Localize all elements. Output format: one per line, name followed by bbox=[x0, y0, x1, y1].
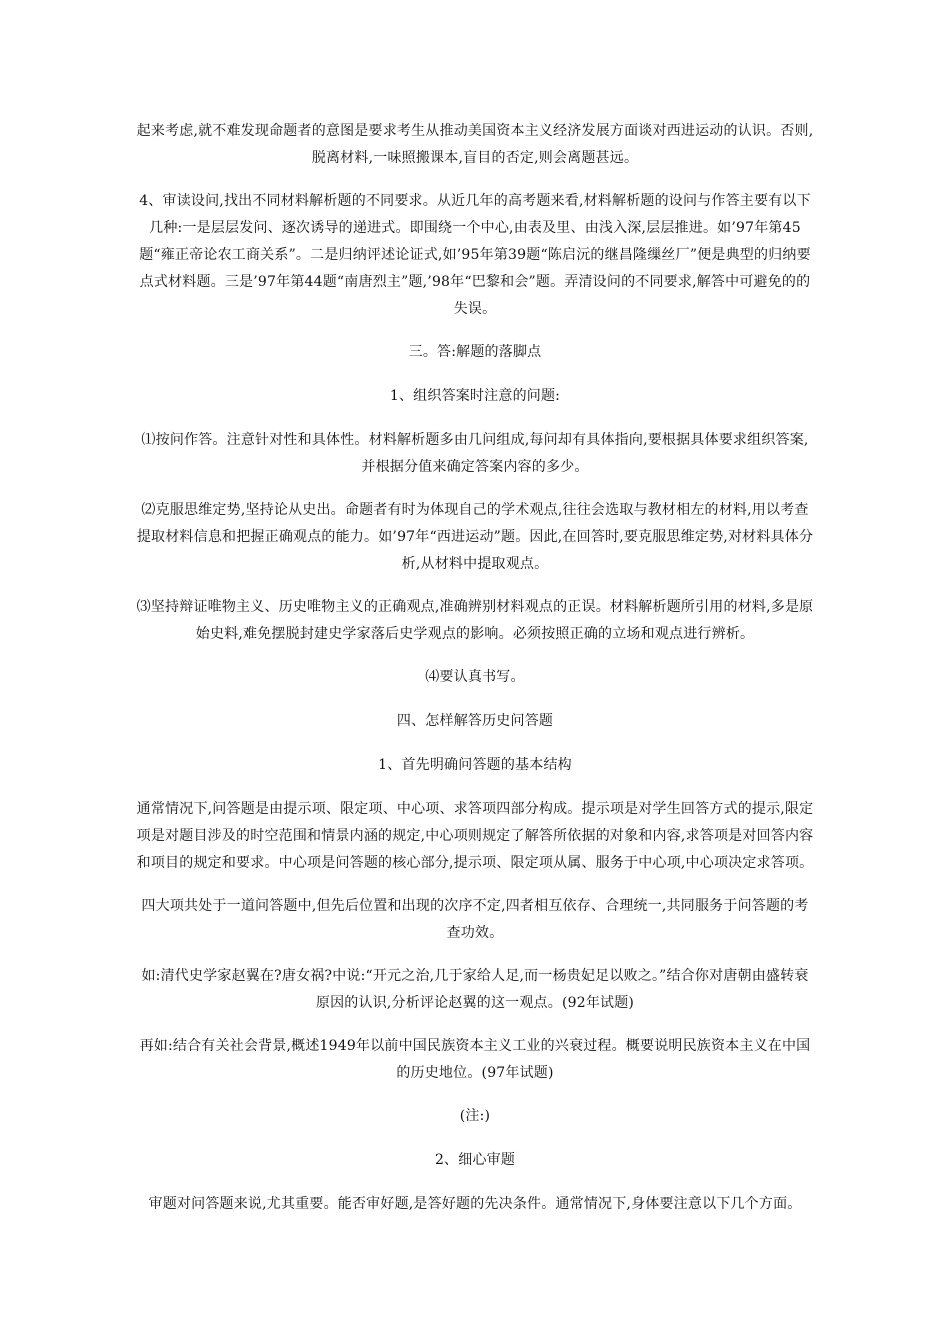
subheading-organize-answer: 1、组织答案时注意的问题: bbox=[389, 388, 561, 404]
section-heading-answer: 三。答:解题的落脚点 bbox=[408, 344, 542, 360]
paragraph-example-2: 再如:结合有关社会背景,概述1949年以前中国民族资本主义工业的兴衰过程。概要说明民族资本主义在中国的历史地位。(97年试题) bbox=[139, 1038, 811, 1081]
paragraph-point-2: ⑵克服思维定势,坚持论从史出。命题者有时为体现自己的学术观点,往往会选取与教材相左的材料,用以考查提取材料信息和把握正确观点的能力。如’97年“西进运动”题。因此,在回答时,要克服思维定势,对材料具体分析,从材料中提取观点。 bbox=[136, 502, 814, 572]
subheading-careful-reading: 2、细心审题 bbox=[434, 1152, 516, 1168]
paragraph-western-movement-conclusion: 起来考虑,就不难发现命题者的意图是要求考生从推动美国资本主义经济发展方面谈对西进运动的认识。否则,脱离材料,一味照搬课本,盲目的否定,则会离题甚远。 bbox=[136, 123, 814, 166]
paragraph-point-4: ⑷要认真书写。 bbox=[425, 669, 525, 685]
paragraph-structure-description: 通常情况下,问答题是由提示项、限定项、中心项、求答项四部分构成。提示项是对学生回答方式的提示,限定项是对题目涉及的时空范围和情景内涵的规定,中心项则规定了解答所依据的对象和内容,求答项是对回答内容和项目的规定和要求。中心项是问答题的核心部分,提示项、限定项从属、服务于中心项,中心项决定求答项。 bbox=[136, 801, 814, 871]
subheading-basic-structure: 1、首先明确问答题的基本结构 bbox=[378, 757, 572, 773]
document-page bbox=[0, 118, 950, 1234]
paragraph-question-types: 4、审读设问,找出不同材料解析题的不同要求。从近几年的高考题来看,材料解析题的设问与作答主要有以下几种:一是层层发问、逐次诱导的递进式。即围绕一个中心,由表及里、由浅入深,层层推进。如’97年第45题“雍正帝论农工商关系”。二是归纳评述论证式,如’95年第39题“陈启沅的继昌隆缫丝厂”便是典型的归纳要点式材料题。三是’97年第44题“南唐烈主”题,’98年“巴黎和会”题。弄清设问的不同要求,解答中可避免的的失误。 bbox=[139, 193, 811, 317]
paragraph-point-3: ⑶坚持辩证唯物主义、历史唯物主义的正确观点,准确辨别材料观点的正误。材料解析题所引用的材料,多是原始史料,难免摆脱封建史学家落后史学观点的影响。必须按照正确的立场和观点进行辨析。 bbox=[136, 599, 814, 642]
paragraph-point-1: ⑴按问作答。注意针对性和具体性。材料解析题多由几问组成,每问却有具体指向,要根据具体要求组织答案,并根据分值来确定答案内容的多少。 bbox=[141, 432, 809, 475]
section-heading-essay-questions: 四、怎样解答历史问答题 bbox=[396, 713, 554, 729]
paragraph-four-items: 四大项共处于一道问答题中,但先后位置和出现的次序不定,四者相互依存、合理统一,共同服务于问答题的考查功效。 bbox=[141, 898, 809, 941]
paragraph-note: (注:) bbox=[459, 1108, 491, 1124]
paragraph-example-1: 如:清代史学家赵翼在?唐女祸?中说:“开元之治,几于家给人足,而一杨贵妃足以败之。”结合你对唐朝由盛转衰原因的认识,分析评论赵翼的这一观点。(92年试题) bbox=[141, 968, 809, 1011]
paragraph-careful-reading: 审题对问答题来说,尤其重要。能否审好题,是答好题的先决条件。通常情况下,身体要注意以下几个方面。 bbox=[148, 1196, 802, 1212]
